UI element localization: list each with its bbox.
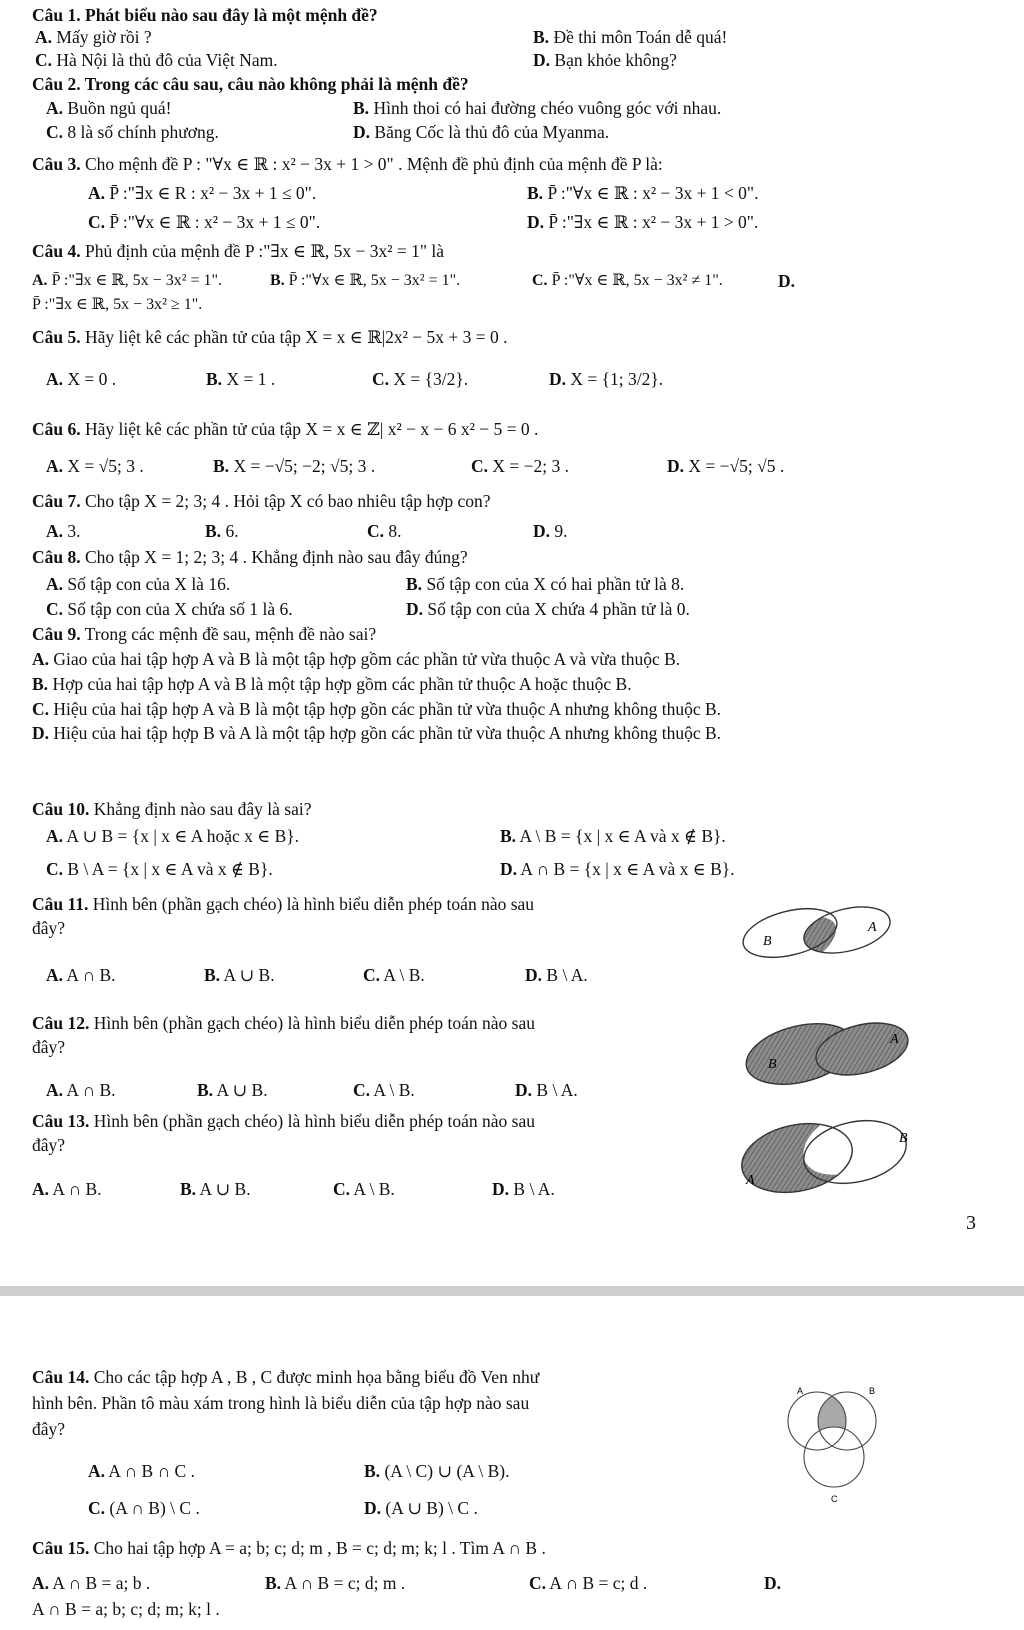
q12-stem-line2: đây? bbox=[32, 1037, 66, 1057]
q2-option-d[interactable]: D. Băng Cốc là thủ đô của Myanma. bbox=[353, 122, 610, 142]
q13-option-b[interactable]: B. A ∪ B. bbox=[180, 1179, 251, 1199]
q10-option-a[interactable]: A. A ∪ B = {x | x ∈ A hoặc x ∈ B}. bbox=[46, 826, 300, 846]
q14-venn-diagram bbox=[779, 1385, 891, 1505]
label-prefix: A. bbox=[46, 456, 64, 476]
q3-option-d[interactable]: D. P̄ :"∃x ∈ ℝ : x² − 3x + 1 > 0". bbox=[527, 212, 759, 232]
q15-option-c[interactable]: C. A ∩ B = c; d . bbox=[529, 1573, 648, 1593]
label-prefix: Câu 13. bbox=[32, 1111, 90, 1131]
label-prefix: B. bbox=[32, 674, 49, 694]
q12-label-a: A bbox=[890, 1032, 899, 1047]
label-prefix: D. bbox=[778, 271, 796, 291]
label-prefix: A. bbox=[46, 369, 64, 389]
label-prefix: C. bbox=[35, 50, 53, 70]
q3-option-c[interactable]: C. P̄ :"∀x ∈ ℝ : x² − 3x + 1 ≤ 0". bbox=[88, 212, 321, 232]
label-prefix: C. bbox=[333, 1179, 351, 1199]
q5-option-c[interactable]: C. X = {3/2}. bbox=[372, 369, 469, 389]
label-prefix: C. bbox=[88, 212, 106, 232]
q7-option-a[interactable]: A. 3. bbox=[46, 521, 81, 541]
q11-option-b[interactable]: B. A ∪ B. bbox=[204, 965, 275, 985]
label-prefix: Câu 4. bbox=[32, 241, 81, 261]
label-prefix: A. bbox=[32, 649, 50, 669]
q13-stem-line1: Câu 13. Hình bên (phần gạch chéo) là hình biểu diễn phép toán nào sau bbox=[32, 1111, 536, 1131]
q4-option-d-text: P̄ :"∃x ∈ ℝ, 5x − 3x² ≥ 1". bbox=[32, 296, 203, 313]
label-prefix: D. bbox=[353, 122, 371, 142]
q14-label-b: B bbox=[869, 1386, 876, 1396]
q14-stem-line1: Câu 14. Cho các tập hợp A , B , C được minh họa bằng biểu đồ Ven như bbox=[32, 1367, 540, 1387]
q14-label-c: C bbox=[831, 1494, 838, 1504]
q13-option-d[interactable]: D. B \ A. bbox=[492, 1179, 555, 1199]
label-prefix: C. bbox=[46, 599, 64, 619]
label-prefix: Câu 5. bbox=[32, 327, 81, 347]
q9-option-d[interactable]: D. Hiệu của hai tập hợp B và A là một tập hợp gồn các phần tử vừa thuộc A nhưng không thuộc B. bbox=[32, 723, 722, 743]
label-prefix: C. bbox=[46, 122, 64, 142]
q10-option-b[interactable]: B. A \ B = {x | x ∈ A và x ∉ B}. bbox=[500, 826, 726, 846]
q13-label-a: A bbox=[746, 1173, 755, 1188]
q4-option-a[interactable]: A. P̄ :"∃x ∈ ℝ, 5x − 3x² = 1". bbox=[32, 272, 223, 289]
q14-option-a[interactable]: A. A ∩ B ∩ C . bbox=[88, 1461, 195, 1481]
q1-option-c[interactable]: C. Hà Nội là thủ đô của Việt Nam. bbox=[35, 50, 278, 70]
label-prefix: B. bbox=[406, 574, 423, 594]
label-prefix: Câu 6. bbox=[32, 419, 81, 439]
q15-option-d-text: A ∩ B = a; b; c; d; m; k; l . bbox=[32, 1599, 220, 1619]
q4-option-c[interactable]: C. P̄ :"∀x ∈ ℝ, 5x − 3x² ≠ 1". bbox=[532, 272, 723, 289]
q6-option-d[interactable]: D. X = −√5; √5 . bbox=[667, 456, 785, 476]
label-prefix: A. bbox=[88, 1461, 106, 1481]
q11-option-d[interactable]: D. B \ A. bbox=[525, 965, 588, 985]
label-prefix: Câu 12. bbox=[32, 1013, 90, 1033]
q7-option-c[interactable]: C. 8. bbox=[367, 521, 402, 541]
q7-option-b[interactable]: B. 6. bbox=[205, 521, 239, 541]
label-prefix: B. bbox=[213, 456, 230, 476]
q1-option-b[interactable]: B. Đề thi môn Toán dễ quá! bbox=[533, 27, 728, 47]
q9-option-b[interactable]: B. Hợp của hai tập hợp A và B là một tập hợp gồm các phần tử thuộc A hoặc thuộc B. bbox=[32, 674, 632, 694]
q6-option-c[interactable]: C. X = −2; 3 . bbox=[471, 456, 570, 476]
q4-stem: Câu 4. Phủ định của mệnh đề P :"∃x ∈ ℝ, 5x − 3x² = 1" là bbox=[32, 241, 444, 261]
q8-option-d[interactable]: D. Số tập con của X chứa 4 phần tử là 0. bbox=[406, 599, 690, 619]
label-prefix: A. bbox=[88, 183, 106, 203]
label-prefix: A. bbox=[46, 521, 64, 541]
q9-option-c[interactable]: C. Hiệu của hai tập hợp A và B là một tập hợp gồn các phần tử vừa thuộc A nhưng không thuộc B. bbox=[32, 699, 722, 719]
q5-option-a[interactable]: A. X = 0 . bbox=[46, 369, 117, 389]
label-prefix: Câu 15. bbox=[32, 1538, 90, 1558]
label-prefix: A. bbox=[32, 1179, 50, 1199]
label-prefix: C. bbox=[32, 699, 50, 719]
q15-option-b[interactable]: B. A ∩ B = c; d; m . bbox=[265, 1573, 406, 1593]
label-prefix: A. bbox=[32, 1573, 50, 1593]
q2-option-c[interactable]: C. 8 là số chính phương. bbox=[46, 122, 219, 142]
q2-stem: Câu 2. Trong các câu sau, câu nào không phải là mệnh đề? bbox=[32, 74, 469, 94]
label-prefix: B. bbox=[265, 1573, 282, 1593]
label-prefix: D. bbox=[515, 1080, 533, 1100]
q11-label-a: A bbox=[868, 920, 877, 935]
q10-option-d[interactable]: D. A ∩ B = {x | x ∈ A và x ∈ B}. bbox=[500, 859, 735, 879]
label-prefix: D. bbox=[533, 521, 551, 541]
q13-option-c[interactable]: C. A \ B. bbox=[333, 1179, 395, 1199]
label-prefix: C. bbox=[529, 1573, 547, 1593]
label-prefix: D. bbox=[492, 1179, 510, 1199]
q9-option-a[interactable]: A. Giao của hai tập hợp A và B là một tập hợp gồm các phần tử vừa thuộc A và vừa thuộc B. bbox=[32, 649, 681, 669]
q12-option-a[interactable]: A. A ∩ B. bbox=[46, 1080, 116, 1100]
q14-stem-line3: đây? bbox=[32, 1419, 66, 1439]
label-prefix: D. bbox=[764, 1573, 782, 1593]
q12-option-c[interactable]: C. A \ B. bbox=[353, 1080, 415, 1100]
q10-option-c[interactable]: C. B \ A = {x | x ∈ A và x ∉ B}. bbox=[46, 859, 273, 879]
label-prefix: D. bbox=[525, 965, 543, 985]
label-prefix: B. bbox=[180, 1179, 197, 1199]
label-prefix: B. bbox=[205, 521, 222, 541]
q2-option-b[interactable]: B. Hình thoi có hai đường chéo vuông góc với nhau. bbox=[353, 98, 722, 118]
q11-stem-line2: đây? bbox=[32, 918, 66, 938]
q13-stem-line2: đây? bbox=[32, 1135, 66, 1155]
label-prefix: D. bbox=[667, 456, 685, 476]
q8-option-b[interactable]: B. Số tập con của X có hai phần tử là 8. bbox=[406, 574, 685, 594]
label-prefix: C. bbox=[363, 965, 381, 985]
q12-stem-line1: Câu 12. Hình bên (phần gạch chéo) là hình biểu diễn phép toán nào sau bbox=[32, 1013, 536, 1033]
label-prefix: A. bbox=[46, 965, 64, 985]
label-prefix: B. bbox=[527, 183, 544, 203]
q12-option-b[interactable]: B. A ∪ B. bbox=[197, 1080, 268, 1100]
q12-venn-diagram bbox=[742, 1014, 912, 1089]
label-prefix: D. bbox=[500, 859, 518, 879]
q14-stem-line2: hình bên. Phần tô màu xám trong hình là biểu diễn của tập hợp nào sau bbox=[32, 1393, 530, 1413]
label-prefix: C. bbox=[532, 272, 548, 289]
label-prefix: D. bbox=[549, 369, 567, 389]
label-prefix: D. bbox=[527, 212, 545, 232]
q15-option-d[interactable] bbox=[764, 1572, 781, 1594]
q14-label-a: A bbox=[797, 1386, 804, 1396]
q4-option-b[interactable]: B. P̄ :"∀x ∈ ℝ, 5x − 3x² = 1". bbox=[270, 272, 461, 289]
q4-option-d[interactable] bbox=[778, 270, 795, 292]
q10-stem: Câu 10. Khẳng định nào sau đây là sai? bbox=[32, 799, 312, 819]
q15-option-a[interactable]: A. A ∩ B = a; b . bbox=[32, 1573, 151, 1593]
q7-stem: Câu 7. Cho tập X = 2; 3; 4 . Hỏi tập X có bao nhiêu tập hợp con? bbox=[32, 491, 491, 511]
label-prefix: D. bbox=[533, 50, 551, 70]
label-prefix: A. bbox=[35, 27, 53, 47]
q6-option-a[interactable]: A. X = √5; 3 . bbox=[46, 456, 144, 476]
q8-option-a[interactable]: A. Số tập con của X là 16. bbox=[46, 574, 231, 594]
label-prefix: Câu 9. bbox=[32, 624, 81, 644]
label-prefix: D. bbox=[364, 1498, 382, 1518]
q15-stem: Câu 15. Cho hai tập hợp A = a; b; c; d; m , B = c; d; m; k; l . Tìm A ∩ B . bbox=[32, 1538, 546, 1558]
label-prefix: B. bbox=[500, 826, 517, 846]
label-prefix: B. bbox=[197, 1080, 214, 1100]
q3-stem: Câu 3. Cho mệnh đề P : "∀x ∈ ℝ : x² − 3x + 1 > 0" . Mệnh đề phủ định của mệnh đề P là: bbox=[32, 154, 663, 174]
q8-option-c[interactable]: C. Số tập con của X chứa số 1 là 6. bbox=[46, 599, 293, 619]
label-prefix: A. bbox=[46, 1080, 64, 1100]
q9-stem: Câu 9. Trong các mệnh đề sau, mệnh đề nào sai? bbox=[32, 624, 377, 644]
label-prefix: Câu 8. bbox=[32, 547, 81, 567]
label-prefix: D. bbox=[32, 723, 50, 743]
q14-option-d[interactable]: D. (A ∪ B) \ C . bbox=[364, 1498, 478, 1518]
q1-stem: Câu 1. Phát biểu nào sau đây là một mệnh đề? bbox=[32, 5, 378, 25]
label-prefix: C. bbox=[367, 521, 385, 541]
q5-option-d[interactable]: D. X = {1; 3/2}. bbox=[549, 369, 664, 389]
q13-option-a[interactable]: A. A ∩ B. bbox=[32, 1179, 102, 1199]
q5-stem: Câu 5. Hãy liệt kê các phần tử của tập X = x ∈ ℝ|2x² − 5x + 3 = 0 . bbox=[32, 327, 508, 347]
q12-option-d[interactable]: D. B \ A. bbox=[515, 1080, 578, 1100]
label-prefix: B. bbox=[533, 27, 550, 47]
label-prefix: C. bbox=[353, 1080, 371, 1100]
label-prefix: Câu 2. bbox=[32, 74, 81, 94]
label-prefix: A. bbox=[46, 98, 64, 118]
label-prefix: A. bbox=[46, 826, 64, 846]
label-prefix: A. bbox=[32, 272, 48, 289]
q11-stem-line1: Câu 11. Hình bên (phần gạch chéo) là hình biểu diễn phép toán nào sau bbox=[32, 894, 535, 914]
label-prefix: C. bbox=[372, 369, 390, 389]
q11-venn-diagram bbox=[735, 900, 895, 960]
label-prefix: C. bbox=[471, 456, 489, 476]
q13-label-b: B bbox=[899, 1131, 908, 1146]
q11-label-b: B bbox=[763, 934, 772, 949]
label-prefix: B. bbox=[206, 369, 223, 389]
label-prefix: C. bbox=[46, 859, 64, 879]
label-prefix: B. bbox=[270, 272, 285, 289]
label-prefix: B. bbox=[204, 965, 221, 985]
q7-option-d[interactable]: D. 9. bbox=[533, 521, 568, 541]
label-prefix: Câu 11. bbox=[32, 894, 89, 914]
label-prefix: Câu 7. bbox=[32, 491, 81, 511]
label-prefix: Câu 14. bbox=[32, 1367, 90, 1387]
q3-option-b[interactable]: B. P̄ :"∀x ∈ ℝ : x² − 3x + 1 < 0". bbox=[527, 183, 759, 203]
label-prefix: B. bbox=[353, 98, 370, 118]
q3-option-a[interactable]: A. P̄ :"∃x ∈ R : x² − 3x + 1 ≤ 0". bbox=[88, 183, 317, 203]
q11-option-c[interactable]: C. A \ B. bbox=[363, 965, 425, 985]
label-prefix: B. bbox=[364, 1461, 381, 1481]
q2-option-a[interactable]: A. Buồn ngủ quá! bbox=[46, 98, 172, 118]
q8-stem: Câu 8. Cho tập X = 1; 2; 3; 4 . Khẳng định nào sau đây đúng? bbox=[32, 547, 468, 567]
q13-venn-diagram bbox=[735, 1112, 915, 1200]
q5-option-b[interactable]: B. X = 1 . bbox=[206, 369, 276, 389]
page-number: 3 bbox=[966, 1212, 976, 1234]
q14-option-c[interactable]: C. (A ∩ B) \ C . bbox=[88, 1498, 200, 1518]
label-prefix: Câu 1. bbox=[32, 5, 81, 25]
q12-label-b: B bbox=[768, 1057, 777, 1072]
label-prefix: C. bbox=[88, 1498, 106, 1518]
q1-option-d[interactable]: D. Bạn khỏe không? bbox=[533, 50, 677, 70]
q6-stem: Câu 6. Hãy liệt kê các phần tử của tập X = x ∈ ℤ| x² − x − 6 x² − 5 = 0 . bbox=[32, 419, 539, 439]
label-prefix: Câu 3. bbox=[32, 154, 81, 174]
label-prefix: D. bbox=[406, 599, 424, 619]
q11-option-a[interactable]: A. A ∩ B. bbox=[46, 965, 116, 985]
q1-option-a[interactable]: A. Mấy giờ rồi ? bbox=[35, 27, 152, 47]
page-separator bbox=[0, 1286, 1024, 1296]
q14-option-b[interactable]: B. (A \ C) ∪ (A \ B). bbox=[364, 1461, 510, 1481]
q6-option-b[interactable]: B. X = −√5; −2; √5; 3 . bbox=[213, 456, 376, 476]
label-prefix: A. bbox=[46, 574, 64, 594]
label-prefix: Câu 10. bbox=[32, 799, 90, 819]
